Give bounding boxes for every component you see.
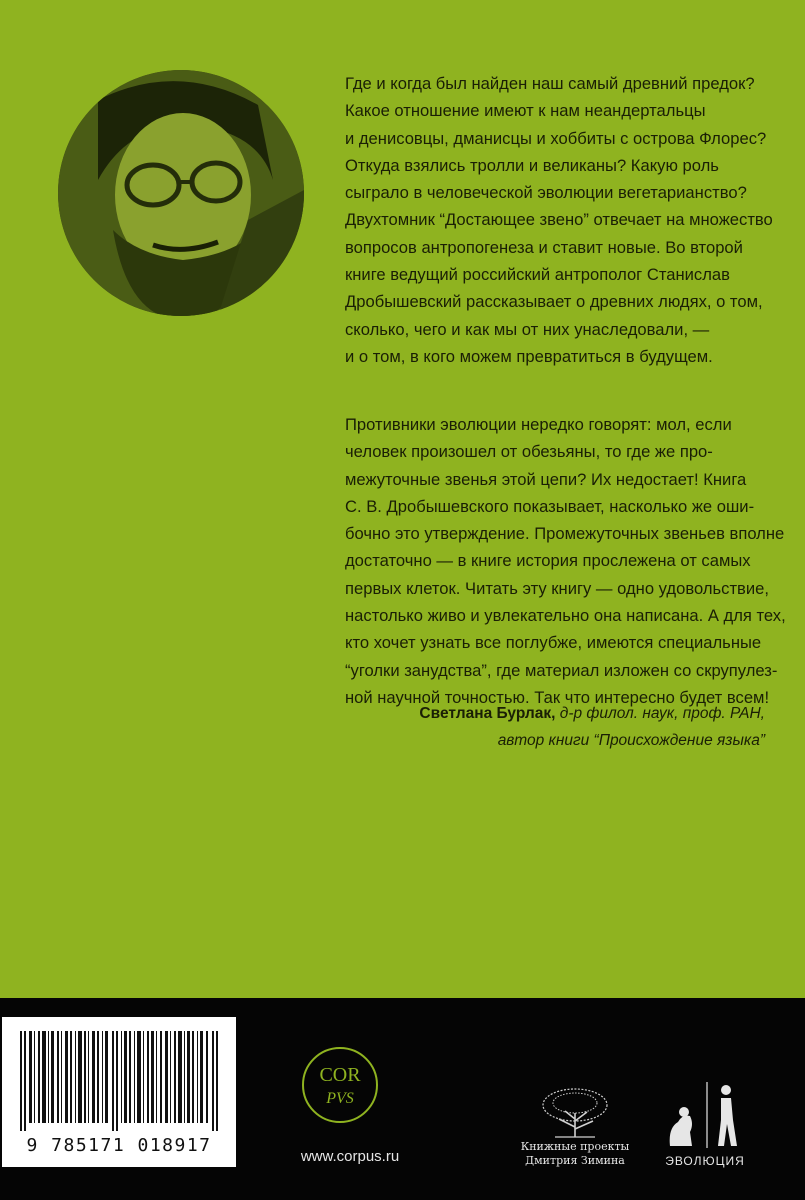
- text-line: достаточно — в книге история прослежена от самых: [345, 551, 751, 571]
- review-paragraph: [345, 411, 786, 711]
- text-line: Дробышевский рассказывает о древних людях, о том,: [345, 292, 763, 312]
- author-portrait: [58, 70, 304, 316]
- isbn-barcode: [2, 1017, 236, 1167]
- publisher-url: www.corpus.ru: [300, 1148, 400, 1165]
- text-line: Откуда взялись тролли и великаны? Какую роль: [345, 155, 719, 175]
- text-line: человек произошел от обезьяны, то где же про-: [345, 442, 713, 462]
- tree-icon: [535, 1085, 615, 1140]
- reviewer-credentials: д-р филол. наук, проф. РАН,: [555, 705, 765, 722]
- text-line: межуточные звенья этой цепи? Их недостает! Книга: [345, 469, 747, 489]
- text-line: и денисовцы, дманисцы и хоббиты с острова Флорес?: [345, 128, 767, 148]
- evolution-icon: [660, 1078, 750, 1150]
- corpus-logo-line-2: PVS: [326, 1090, 354, 1107]
- text-line: кто хочет узнать все поглубже, имеются специальные: [345, 633, 762, 653]
- text-line: ной научной точностью. Так что интересно будет всем!: [345, 687, 770, 707]
- text-line: сыграло в человеческой эволюции вегетарианство?: [345, 183, 747, 203]
- text-line: сколько, чего и как мы от них унаследовали, —: [345, 319, 710, 339]
- text-line: вопросов антропогенеза и ставит новые. Во второй: [345, 237, 743, 257]
- author-portrait-icon: [58, 70, 304, 316]
- text-line: Какое отношение имеют к нам неандертальцы: [345, 101, 706, 121]
- text-line: Двухтомник “Достающее звено” отвечает на множество: [345, 210, 773, 230]
- series-label: ЭВОЛЮЦИЯ: [665, 1154, 745, 1168]
- text-line: книге ведущий российский антрополог Станислав: [345, 265, 730, 285]
- corpus-logo-icon: [300, 1045, 380, 1125]
- imprint-label: [510, 1140, 640, 1168]
- text-line: и о том, в кого можем превратиться в будущем.: [345, 346, 713, 366]
- review-attribution: [419, 700, 765, 754]
- text-line: Где и когда был найден наш самый древний предок?: [345, 74, 755, 93]
- text-line: Противники эволюции нередко говорят: мол, если: [345, 415, 732, 434]
- reviewer-book: автор книги “Происхождение языка”: [497, 732, 765, 749]
- text-line: “уголки занудства”, где материал изложен со скрупулез-: [345, 660, 778, 680]
- isbn-number: 9 785171 018917: [26, 1135, 212, 1156]
- attribution-line: [419, 700, 765, 727]
- imprint-line: Дмитрия Зимина: [525, 1154, 625, 1167]
- text-line: первых клеток. Читать эту книгу — одно удовольствие,: [345, 578, 769, 598]
- barcode-icon: [20, 1031, 218, 1131]
- corpus-logo-line-1: COR: [319, 1064, 361, 1086]
- imprint-line: Книжные проекты: [520, 1140, 630, 1153]
- description-paragraph: [345, 70, 775, 370]
- text-line: бочно это утверждение. Промежуточных звеньев вполне: [345, 524, 785, 544]
- text-line: С. В. Дробышевского показывает, насколько же оши-: [345, 496, 755, 516]
- text-line: настолько живо и увлекательно она написана. А для тех,: [345, 606, 786, 626]
- reviewer-name: Светлана Бурлак,: [419, 705, 556, 722]
